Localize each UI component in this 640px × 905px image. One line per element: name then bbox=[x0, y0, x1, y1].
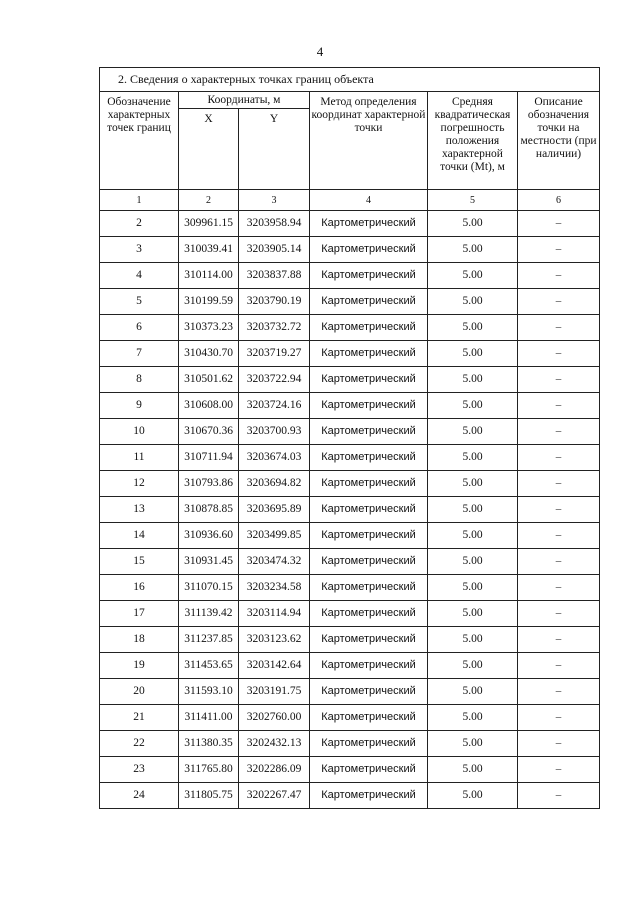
y-coordinate-cell: 3203114.94 bbox=[239, 601, 310, 627]
accuracy-cell: 5.00 bbox=[428, 653, 518, 679]
point-cell: 15 bbox=[100, 549, 179, 575]
x-coordinate-cell: 310373.23 bbox=[179, 315, 239, 341]
description-cell: – bbox=[518, 367, 600, 393]
y-coordinate-cell: 3202286.09 bbox=[239, 757, 310, 783]
x-coordinate-cell: 311380.35 bbox=[179, 731, 239, 757]
x-coordinate-cell: 310936.60 bbox=[179, 523, 239, 549]
description-cell: – bbox=[518, 393, 600, 419]
method-cell: Картометрический bbox=[310, 757, 428, 783]
description-cell: – bbox=[518, 237, 600, 263]
accuracy-cell: 5.00 bbox=[428, 757, 518, 783]
accuracy-cell: 5.00 bbox=[428, 523, 518, 549]
point-cell: 23 bbox=[100, 757, 179, 783]
method-cell: Картометрический bbox=[310, 575, 428, 601]
x-coordinate-cell: 311070.15 bbox=[179, 575, 239, 601]
method-cell: Картометрический bbox=[310, 237, 428, 263]
accuracy-cell: 5.00 bbox=[428, 211, 518, 237]
accuracy-cell: 5.00 bbox=[428, 549, 518, 575]
method-cell: Картометрический bbox=[310, 445, 428, 471]
y-coordinate-cell: 3202267.47 bbox=[239, 783, 310, 809]
x-coordinate-cell: 310501.62 bbox=[179, 367, 239, 393]
accuracy-cell: 5.00 bbox=[428, 601, 518, 627]
x-coordinate-cell: 311411.00 bbox=[179, 705, 239, 731]
accuracy-cell: 5.00 bbox=[428, 731, 518, 757]
description-cell: – bbox=[518, 731, 600, 757]
y-coordinate-cell: 3203694.82 bbox=[239, 471, 310, 497]
description-cell: – bbox=[518, 523, 600, 549]
method-cell: Картометрический bbox=[310, 705, 428, 731]
header-designation: Обозначение характерных точек границ bbox=[100, 92, 179, 190]
y-coordinate-cell: 3203700.93 bbox=[239, 419, 310, 445]
point-cell: 6 bbox=[100, 315, 179, 341]
x-coordinate-cell: 311593.10 bbox=[179, 679, 239, 705]
method-cell: Картометрический bbox=[310, 341, 428, 367]
accuracy-cell: 5.00 bbox=[428, 471, 518, 497]
accuracy-cell: 5.00 bbox=[428, 237, 518, 263]
x-coordinate-cell: 311139.42 bbox=[179, 601, 239, 627]
x-coordinate-cell: 310608.00 bbox=[179, 393, 239, 419]
table-row bbox=[100, 601, 600, 627]
accuracy-cell: 5.00 bbox=[428, 497, 518, 523]
description-cell: – bbox=[518, 679, 600, 705]
method-cell: Картометрический bbox=[310, 393, 428, 419]
point-cell: 9 bbox=[100, 393, 179, 419]
description-cell: – bbox=[518, 653, 600, 679]
table-row bbox=[100, 497, 600, 523]
point-cell: 24 bbox=[100, 783, 179, 809]
section-title: 2. Сведения о характерных точках границ объекта bbox=[100, 68, 600, 92]
y-coordinate-cell: 3203905.14 bbox=[239, 237, 310, 263]
point-cell: 19 bbox=[100, 653, 179, 679]
description-cell: – bbox=[518, 445, 600, 471]
accuracy-cell: 5.00 bbox=[428, 705, 518, 731]
point-cell: 18 bbox=[100, 627, 179, 653]
y-coordinate-cell: 3203142.64 bbox=[239, 653, 310, 679]
y-coordinate-cell: 3203732.72 bbox=[239, 315, 310, 341]
table-row bbox=[100, 679, 600, 705]
accuracy-cell: 5.00 bbox=[428, 627, 518, 653]
x-coordinate-cell: 309961.15 bbox=[179, 211, 239, 237]
y-coordinate-cell: 3202760.00 bbox=[239, 705, 310, 731]
header-method: Метод определения координат характерной точки bbox=[310, 92, 428, 190]
header-y: Y bbox=[239, 109, 310, 190]
accuracy-cell: 5.00 bbox=[428, 393, 518, 419]
method-cell: Картометрический bbox=[310, 419, 428, 445]
x-coordinate-cell: 310711.94 bbox=[179, 445, 239, 471]
point-cell: 5 bbox=[100, 289, 179, 315]
method-cell: Картометрический bbox=[310, 679, 428, 705]
point-cell: 17 bbox=[100, 601, 179, 627]
column-number: 4 bbox=[310, 190, 428, 211]
x-coordinate-cell: 310039.41 bbox=[179, 237, 239, 263]
y-coordinate-cell: 3203499.85 bbox=[239, 523, 310, 549]
description-cell: – bbox=[518, 211, 600, 237]
table-row bbox=[100, 315, 600, 341]
y-coordinate-cell: 3203123.62 bbox=[239, 627, 310, 653]
description-cell: – bbox=[518, 549, 600, 575]
method-cell: Картометрический bbox=[310, 731, 428, 757]
y-coordinate-cell: 3203724.16 bbox=[239, 393, 310, 419]
y-coordinate-cell: 3203719.27 bbox=[239, 341, 310, 367]
accuracy-cell: 5.00 bbox=[428, 315, 518, 341]
description-cell: – bbox=[518, 471, 600, 497]
accuracy-cell: 5.00 bbox=[428, 679, 518, 705]
point-cell: 20 bbox=[100, 679, 179, 705]
description-cell: – bbox=[518, 315, 600, 341]
column-number: 1 bbox=[100, 190, 179, 211]
method-cell: Картометрический bbox=[310, 627, 428, 653]
description-cell: – bbox=[518, 627, 600, 653]
y-coordinate-cell: 3203234.58 bbox=[239, 575, 310, 601]
y-coordinate-cell: 3203722.94 bbox=[239, 367, 310, 393]
table-row bbox=[100, 289, 600, 315]
point-cell: 7 bbox=[100, 341, 179, 367]
boundary-points-table bbox=[99, 67, 600, 809]
x-coordinate-cell: 310430.70 bbox=[179, 341, 239, 367]
column-number: 2 bbox=[179, 190, 239, 211]
description-cell: – bbox=[518, 419, 600, 445]
point-cell: 13 bbox=[100, 497, 179, 523]
description-cell: – bbox=[518, 289, 600, 315]
page-number: 4 bbox=[316, 44, 324, 59]
point-cell: 3 bbox=[100, 237, 179, 263]
method-cell: Картометрический bbox=[310, 549, 428, 575]
point-cell: 2 bbox=[100, 211, 179, 237]
method-cell: Картометрический bbox=[310, 289, 428, 315]
accuracy-cell: 5.00 bbox=[428, 445, 518, 471]
point-cell: 11 bbox=[100, 445, 179, 471]
y-coordinate-cell: 3203191.75 bbox=[239, 679, 310, 705]
table-row bbox=[100, 757, 600, 783]
table-row bbox=[100, 653, 600, 679]
method-cell: Картометрический bbox=[310, 367, 428, 393]
description-cell: – bbox=[518, 757, 600, 783]
point-cell: 16 bbox=[100, 575, 179, 601]
header-description: Описание обозначения точки на местности (при наличии) bbox=[518, 92, 600, 190]
column-numbers-row bbox=[100, 190, 600, 211]
description-cell: – bbox=[518, 601, 600, 627]
table-row bbox=[100, 627, 600, 653]
accuracy-cell: 5.00 bbox=[428, 419, 518, 445]
y-coordinate-cell: 3203674.03 bbox=[239, 445, 310, 471]
x-coordinate-cell: 311765.80 bbox=[179, 757, 239, 783]
header-coordinates: Координаты, м bbox=[179, 92, 310, 109]
point-cell: 8 bbox=[100, 367, 179, 393]
x-coordinate-cell: 311453.65 bbox=[179, 653, 239, 679]
header-x: X bbox=[179, 109, 239, 190]
point-cell: 12 bbox=[100, 471, 179, 497]
description-cell: – bbox=[518, 497, 600, 523]
description-cell: – bbox=[518, 783, 600, 809]
method-cell: Картометрический bbox=[310, 315, 428, 341]
method-cell: Картометрический bbox=[310, 497, 428, 523]
table-row bbox=[100, 341, 600, 367]
method-cell: Картометрический bbox=[310, 601, 428, 627]
table-row bbox=[100, 575, 600, 601]
column-number: 6 bbox=[518, 190, 600, 211]
table-row bbox=[100, 211, 600, 237]
x-coordinate-cell: 310114.00 bbox=[179, 263, 239, 289]
x-coordinate-cell: 310793.86 bbox=[179, 471, 239, 497]
table-row bbox=[100, 237, 600, 263]
point-cell: 14 bbox=[100, 523, 179, 549]
point-cell: 4 bbox=[100, 263, 179, 289]
y-coordinate-cell: 3203474.32 bbox=[239, 549, 310, 575]
description-cell: – bbox=[518, 263, 600, 289]
x-coordinate-cell: 311237.85 bbox=[179, 627, 239, 653]
description-cell: – bbox=[518, 705, 600, 731]
method-cell: Картометрический bbox=[310, 523, 428, 549]
x-coordinate-cell: 310670.36 bbox=[179, 419, 239, 445]
y-coordinate-cell: 3203695.89 bbox=[239, 497, 310, 523]
table-row bbox=[100, 471, 600, 497]
table-row bbox=[100, 523, 600, 549]
x-coordinate-cell: 311805.75 bbox=[179, 783, 239, 809]
accuracy-cell: 5.00 bbox=[428, 575, 518, 601]
table-row bbox=[100, 731, 600, 757]
method-cell: Картометрический bbox=[310, 263, 428, 289]
accuracy-cell: 5.00 bbox=[428, 341, 518, 367]
point-cell: 22 bbox=[100, 731, 179, 757]
table-row bbox=[100, 419, 600, 445]
table-row bbox=[100, 393, 600, 419]
y-coordinate-cell: 3203790.19 bbox=[239, 289, 310, 315]
y-coordinate-cell: 3203958.94 bbox=[239, 211, 310, 237]
table-row bbox=[100, 263, 600, 289]
x-coordinate-cell: 310878.85 bbox=[179, 497, 239, 523]
table-row bbox=[100, 549, 600, 575]
x-coordinate-cell: 310931.45 bbox=[179, 549, 239, 575]
table-body bbox=[100, 211, 600, 809]
accuracy-cell: 5.00 bbox=[428, 783, 518, 809]
table-header bbox=[100, 68, 600, 211]
point-cell: 21 bbox=[100, 705, 179, 731]
description-cell: – bbox=[518, 575, 600, 601]
accuracy-cell: 5.00 bbox=[428, 289, 518, 315]
x-coordinate-cell: 310199.59 bbox=[179, 289, 239, 315]
method-cell: Картометрический bbox=[310, 783, 428, 809]
method-cell: Картометрический bbox=[310, 211, 428, 237]
description-cell: – bbox=[518, 341, 600, 367]
method-cell: Картометрический bbox=[310, 653, 428, 679]
accuracy-cell: 5.00 bbox=[428, 263, 518, 289]
table-row bbox=[100, 445, 600, 471]
header-accuracy: Средняя квадратическая погрешность положения характерной точки (Mt), м bbox=[428, 92, 518, 190]
point-cell: 10 bbox=[100, 419, 179, 445]
table-row bbox=[100, 705, 600, 731]
accuracy-cell: 5.00 bbox=[428, 367, 518, 393]
method-cell: Картометрический bbox=[310, 471, 428, 497]
table-row bbox=[100, 783, 600, 809]
y-coordinate-cell: 3202432.13 bbox=[239, 731, 310, 757]
y-coordinate-cell: 3203837.88 bbox=[239, 263, 310, 289]
table-row bbox=[100, 367, 600, 393]
column-number: 3 bbox=[239, 190, 310, 211]
column-number: 5 bbox=[428, 190, 518, 211]
